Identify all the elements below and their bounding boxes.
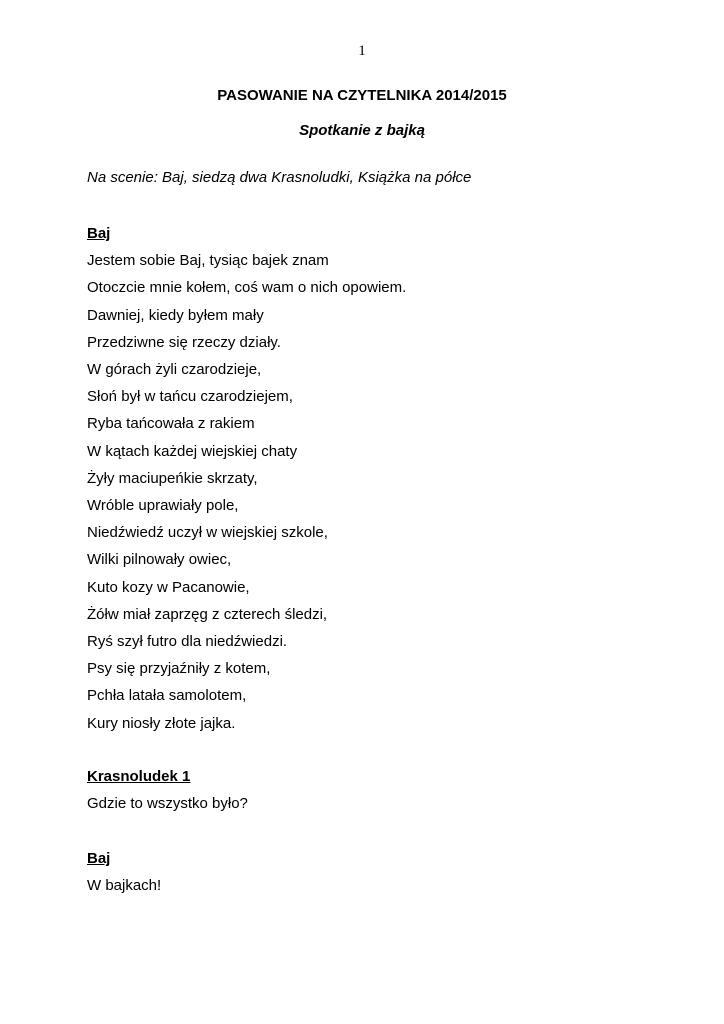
dialogue-line: Przedziwne się rzeczy działy. [87, 333, 281, 351]
dialogue-line: W kątach każdej wiejskiej chaty [87, 442, 298, 460]
dialogue-block-krasnoludek-1 [87, 763, 248, 817]
page-number: 1 [358, 43, 366, 59]
dialogue-line: Słoń był w tańcu czarodziejem, [87, 388, 293, 406]
dialogue-line: Wilki pilnowały owiec, [87, 551, 232, 569]
speaker-name: Baj [87, 850, 111, 867]
document-title: PASOWANIE NA CZYTELNIKA 2014/2015 [217, 87, 507, 104]
dialogue-line: W górach żyli czarodzieje, [87, 361, 262, 379]
dialogue-line: Dawniej, kiedy byłem mały [87, 306, 264, 324]
dialogue-line: W bajkach! [87, 877, 162, 895]
dialogue-block-baj-2 [87, 845, 161, 899]
dialogue-line: Wróble uprawiały pole, [87, 497, 239, 515]
dialogue-line: Kury niosły złote jajka. [87, 714, 236, 732]
document-subtitle: Spotkanie z bajką [299, 122, 425, 139]
stage-direction: Na scenie: Baj, siedzą dwa Krasnoludki, Książka na półce [87, 169, 472, 186]
speaker-name: Baj [87, 225, 111, 242]
speaker-name: Krasnoludek 1 [87, 768, 191, 785]
dialogue-line: Jestem sobie Baj, tysiąc bajek znam [87, 252, 329, 270]
dialogue-line: Gdzie to wszystko było? [87, 795, 248, 813]
dialogue-line: Żyły maciupeńkie skrzaty, [87, 469, 258, 487]
dialogue-line: Ryba tańcowała z rakiem [87, 415, 255, 433]
dialogue-line: Psy się przyjaźniły z kotem, [87, 660, 271, 678]
dialogue-line: Pchła latała samolotem, [87, 687, 247, 705]
dialogue-line: Żółw miał zaprzęg z czterech śledzi, [87, 605, 328, 623]
dialogue-block-baj-1 [87, 220, 406, 737]
dialogue-line: Ryś szył futro dla niedźwiedzi. [87, 633, 288, 651]
dialogue-line: Niedźwiedź uczył w wiejskiej szkole, [87, 524, 328, 542]
dialogue-line: Otoczcie mnie kołem, coś wam o nich opowiem. [87, 279, 407, 297]
dialogue-line: Kuto kozy w Pacanowie, [87, 578, 250, 596]
